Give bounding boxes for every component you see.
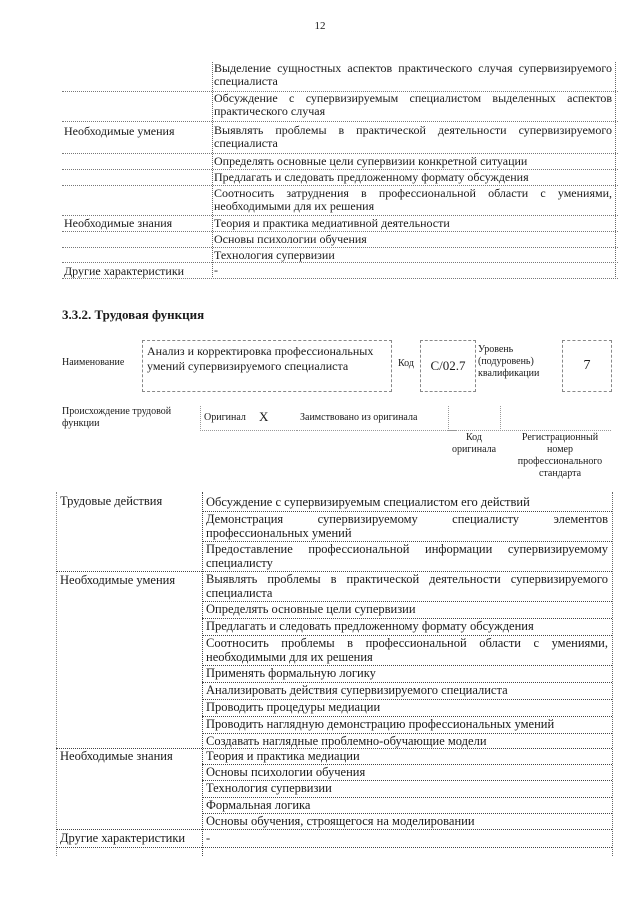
borrowed-label: Заимствовано из оригинала	[300, 412, 418, 423]
table-cell: Предлагать и следовать предложенному формату обсуждения	[214, 170, 529, 184]
table-cell: Соотносить затруднения в профессиональной области с умениями, необходимыми для их решения	[214, 186, 612, 213]
table-cell: Выявлять проблемы в практической деятельности супервизируемого специалиста	[214, 123, 612, 150]
name-label: Наименование	[62, 357, 125, 368]
table-cell: Основы обучения, строящегося на моделировании	[206, 814, 475, 828]
table-cell: Выделение сущностных аспектов практического случая супервизируемого специалиста	[214, 61, 612, 88]
table-cell: Выявлять проблемы в практической деятельности супервизируемого специалиста	[206, 572, 608, 600]
row-label-other: Другие характеристики	[64, 264, 185, 278]
table-cell: Демонстрация супервизируемому специалисту элементов профессиональных умений	[206, 512, 608, 540]
row-label-actions: Трудовые действия	[60, 494, 163, 508]
row-label-skills: Необходимые умения	[64, 124, 175, 138]
original-label: Оригинал	[204, 412, 246, 423]
table-cell: Обсуждение с супервизируемым специалистом выделенных аспектов практического случая	[214, 91, 612, 118]
table-cell: Определять основные цели супервизии конкретной ситуации	[214, 154, 528, 168]
table-cell: Анализировать действия супервизируемого специалиста	[206, 683, 508, 697]
table-cell: -	[214, 263, 218, 277]
level-label: Уровень (подуровень) квалификации	[478, 344, 540, 379]
table-cell: Предоставление профессиональной информации супервизируемому специалисту	[206, 542, 608, 570]
table-cell: Обсуждение с супервизируемым специалистом его действий	[206, 495, 530, 509]
row-label-knowledge: Необходимые знания	[60, 749, 173, 763]
table-cell: Теория и практика медиативной деятельности	[214, 216, 450, 230]
section-title: 3.3.2. Трудовая функция	[62, 307, 205, 322]
code-value: С/02.7	[420, 340, 476, 392]
level-value: 7	[562, 340, 612, 392]
code-label: Код	[398, 358, 414, 369]
table-cell: Теория и практика медиации	[206, 749, 360, 763]
row-label-other: Другие характеристики	[60, 831, 186, 845]
table-cell: Соотносить проблемы в профессиональной области с умениями, необходимыми для их решения	[206, 636, 608, 664]
name-value: Анализ и корректировка профессиональных умений супервизируемого специалиста	[147, 344, 374, 373]
table-right-border	[612, 492, 613, 856]
table-cell: Определять основные цели супервизии	[206, 602, 416, 616]
table-cell: Предлагать и следовать предложенному формату обсуждения	[206, 619, 534, 633]
original-mark: X	[259, 409, 269, 424]
table-cell: Технология супервизии	[206, 781, 332, 795]
name-box	[142, 340, 392, 392]
table-cell: Основы психологии обучения	[214, 232, 367, 246]
row-label-skills: Необходимые умения	[60, 573, 176, 587]
row-label-knowledge: Необходимые знания	[64, 216, 173, 230]
table-cell: Проводить процедуры медиации	[206, 700, 381, 714]
column-divider	[202, 492, 203, 856]
code-original-label: Код оригинала	[451, 432, 497, 455]
reg-number-box	[500, 406, 611, 431]
table-cell: Основы психологии обучения	[206, 765, 366, 779]
origin-label: Происхождение трудовой функции	[62, 406, 172, 429]
page-number: 12	[314, 20, 326, 32]
code-original-box	[448, 406, 499, 431]
table-cell: Проводить наглядную демонстрацию профессиональных умений	[206, 717, 555, 731]
table-cell: Технология супервизии	[214, 248, 335, 262]
table-cell: -	[206, 831, 211, 845]
table-left-border	[56, 492, 57, 856]
reg-number-label: Регистрационный номер профессионального стандарта	[517, 432, 603, 479]
table-cell: Создавать наглядные проблемно-обучающие модели	[206, 734, 487, 748]
table-cell: Формальная логика	[206, 798, 311, 812]
table-cell: Применять формальную логику	[206, 666, 376, 680]
